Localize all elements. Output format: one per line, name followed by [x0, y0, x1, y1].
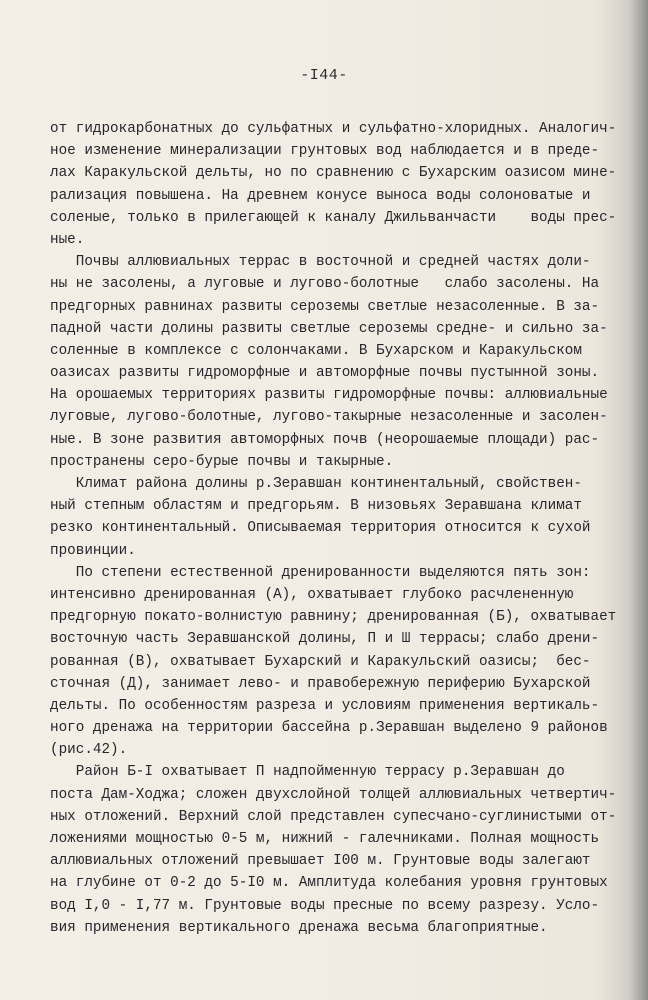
- body-text: [50, 118, 640, 939]
- text-line: сточная (Д), занимает лево- и правобережную периферию Бухарской: [50, 675, 591, 692]
- text-line: лах Каракульской дельты, но по сравнению с Бухарским оазисом мине-: [50, 165, 617, 182]
- text-line: ные. В зоне развития автоморфных почв (неорошаемые площади) рас-: [50, 431, 600, 448]
- text-line: Почвы аллювиальных террас в восточной и средней частях доли-: [50, 254, 591, 271]
- text-line: вод I,0 - I,77 м. Грунтовые воды пресные по всему разрезу. Усло-: [50, 897, 600, 914]
- text-line: соленые, только в прилегающей к каналу Джильванчасти воды прес-: [50, 209, 617, 226]
- paragraph: [50, 473, 640, 562]
- text-line: поста Дам-Ходжа; сложен двухслойной толщей аллювиальных четвертич-: [50, 786, 617, 803]
- text-line: пространены серо-бурые почвы и такырные.: [50, 453, 394, 470]
- text-line: рованная (В), охватывает Бухарский и Каракульский оазисы; бес-: [50, 653, 591, 670]
- page-number: -I44-: [300, 67, 348, 84]
- text-line: ного дренажа на территории бассейна р.Зеравшан выделено 9 районов: [50, 720, 608, 737]
- text-line: на глубине от 0-2 до 5-I0 м. Амплитуда колебания уровня грунтовых: [50, 875, 608, 892]
- text-line: вия применения вертикального дренажа весьма благоприятные.: [50, 919, 548, 936]
- text-line: Район Б-I охватывает П надпойменную террасу р.Зеравшан до: [50, 764, 565, 781]
- text-line: ны не засолены, а луговые и лугово-болотные слабо засолены. На: [50, 276, 600, 293]
- text-line: луговые, лугово-болотные, лугово-такырные незасоленные и засолен-: [50, 409, 608, 426]
- text-line: от гидрокарбонатных до сульфатных и сульфатно-хлоридных. Аналогич-: [50, 121, 617, 137]
- text-line: падной части долины развиты светлые сероземы средне- и сильно за-: [50, 320, 608, 337]
- paragraph: [50, 118, 640, 251]
- text-line: предгорную покато-волнистую равнину; дренированная (Б), охватывает: [50, 609, 617, 626]
- paragraph: [50, 761, 640, 939]
- text-line: аллювиальных отложений превышает I00 м. Грунтовые воды залегают: [50, 853, 591, 870]
- text-line: интенсивно дренированная (А), охватывает глубоко расчлененную: [50, 586, 574, 603]
- text-line: ложениями мощностью 0-5 м, нижний - галечниками. Полная мощность: [50, 831, 600, 847]
- text-line: ный степным областям и предгорьям. В низовьях Зеравшана климат: [50, 498, 582, 515]
- text-line: резко континентальный. Описываемая территория относится к сухой: [50, 520, 591, 537]
- text-line: соленные в комплексе с солончаками. В Бухарском и Каракульском: [50, 342, 582, 359]
- text-line: ные.: [50, 231, 85, 248]
- text-line: дельты. По особенностям разреза и условиям применения вертикаль-: [50, 697, 600, 714]
- text-line: (рис.42).: [50, 742, 128, 759]
- text-line: По степени естественной дренированности выделяются пять зон:: [50, 564, 591, 581]
- text-line: восточную часть Зеравшанской долины, П и Ш террасы; слабо дрени-: [50, 631, 600, 648]
- text-line: ное изменение минерализации грунтовых вод наблюдается и в преде-: [50, 143, 600, 160]
- paragraph: [50, 562, 640, 762]
- paragraph: [50, 251, 640, 473]
- text-line: На орошаемых территориях развиты гидроморфные почвы: аллювиальные: [50, 387, 608, 404]
- text-line: Климат района долины р.Зеравшан континентальный, свойствен-: [50, 476, 582, 492]
- text-line: ных отложений. Верхний слой представлен супесчано-суглинистыми от-: [50, 808, 617, 825]
- text-line: рализация повышена. На древнем конусе выноса воды солоноватые и: [50, 187, 591, 204]
- text-line: оазисах развиты гидроморфные и автоморфные почвы пустынной зоны.: [50, 365, 600, 382]
- text-line: предгорных равнинах развиты сероземы светлые незасоленные. В за-: [50, 298, 600, 315]
- text-line: провинции.: [50, 542, 136, 559]
